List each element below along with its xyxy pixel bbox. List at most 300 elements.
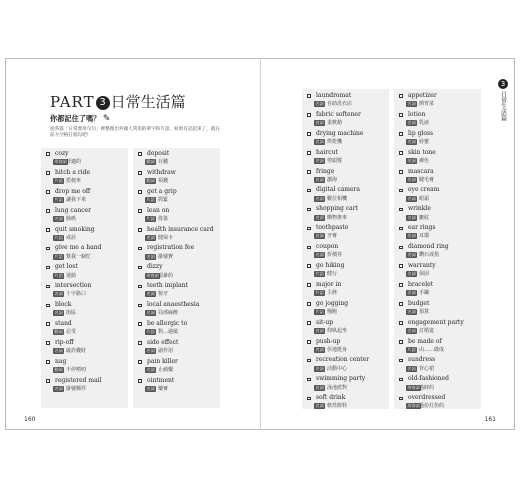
part-of-speech-tag: 名詞 [315, 403, 324, 409]
page-number-right: 161 [484, 416, 496, 423]
part-of-speech-tag: 片語 [407, 346, 416, 352]
vocab-term: warranty [408, 262, 436, 270]
vocab-meaning: 折價券 [327, 252, 343, 259]
vocab-list-col4 [399, 92, 479, 413]
part-of-speech-tag: 名詞 [315, 233, 324, 239]
part-of-speech-tag: 形容詞 [54, 159, 67, 165]
vocab-meaning: 主修 [327, 290, 338, 297]
checkbox[interactable] [46, 285, 50, 289]
vocab-item [46, 207, 126, 226]
vocab-meaning: 慢跑 [327, 308, 338, 315]
subheading [50, 114, 110, 124]
vocab-meaning: 敲詐錢財 [66, 348, 87, 355]
checkbox[interactable] [399, 94, 403, 98]
vocab-meaning: 肺癌 [66, 215, 77, 222]
checkbox[interactable] [138, 304, 142, 308]
vocab-meaning: 膚色 [419, 157, 430, 164]
vocab-item [399, 243, 479, 262]
vocab-term: overdressed [408, 394, 446, 402]
book-spread [5, 58, 515, 430]
vocab-item [399, 205, 479, 224]
checkbox[interactable] [307, 246, 311, 250]
checkbox[interactable] [399, 340, 403, 344]
part-of-speech-tag: 名詞 [146, 234, 155, 240]
vocab-meaning: 皺紋 [419, 214, 430, 221]
vocab-item [399, 375, 479, 394]
checkbox[interactable] [138, 152, 142, 156]
vocab-meaning: 藥膏 [158, 385, 169, 392]
vocab-item [307, 375, 387, 394]
vocab-meaning: 掛號郵件 [66, 385, 87, 392]
vocab-list-col1 [46, 150, 126, 396]
checkbox[interactable] [307, 378, 311, 382]
checkbox[interactable] [307, 283, 311, 287]
checkbox[interactable] [307, 208, 311, 212]
vocab-meaning: 瀏海 [327, 176, 338, 183]
checkbox[interactable] [307, 302, 311, 306]
vocab-item [46, 169, 126, 188]
vocab-item [138, 226, 218, 245]
vocab-meaning: 掛號費 [158, 253, 174, 260]
part-of-speech-tag: 片語 [54, 234, 63, 240]
vocab-item [307, 205, 387, 224]
section-title: 日常生活篇 [110, 93, 186, 111]
vocab-term: fabric softener [316, 110, 361, 118]
part-of-speech-tag: 名詞 [54, 310, 63, 316]
vocab-meaning: 舒適的 [66, 159, 82, 166]
vocab-meaning: 忍受 [66, 329, 77, 336]
vocab-meaning: 副作用 [158, 348, 174, 355]
vocab-item [399, 262, 479, 281]
checkbox[interactable] [46, 171, 50, 175]
part-of-speech-tag: 名詞 [315, 176, 324, 182]
vocab-meaning: 止痛藥 [158, 366, 174, 373]
vocab-term: side effect [147, 338, 179, 346]
checkbox[interactable] [46, 228, 50, 232]
vocab-item [46, 339, 126, 358]
part-number-badge: 3 [96, 96, 110, 110]
part-of-speech-tag: 名詞 [315, 384, 324, 390]
part-of-speech-tag: 名詞 [146, 253, 155, 259]
vocab-meaning: 乳液 [419, 120, 430, 127]
checkbox[interactable] [138, 228, 142, 232]
part-of-speech-tag: 名詞 [407, 365, 416, 371]
vocab-meaning: 迷路 [66, 272, 77, 279]
part-of-speech-tag: 片語 [54, 272, 63, 278]
vocab-term: rip-off [55, 338, 74, 346]
part-of-speech-tag: 名詞 [407, 120, 416, 126]
pencil-icon: ✎ [102, 114, 111, 124]
vocab-term: ointment [147, 376, 175, 384]
vocab-term: get a grip [147, 187, 177, 195]
vocab-item [46, 150, 126, 169]
vocab-meaning: 數位相機 [327, 195, 348, 202]
part-of-speech-tag: 名詞 [315, 327, 324, 333]
vocab-meaning: 不停嘮叨 [66, 366, 87, 373]
vocab-term: go jogging [316, 299, 349, 307]
vocab-term: drop me off [55, 187, 91, 195]
vocab-term: mascara [408, 167, 434, 175]
page-fold [260, 59, 261, 429]
checkbox[interactable] [399, 378, 403, 382]
vocab-meaning: 背心裙 [419, 365, 435, 372]
vocab-item [307, 168, 387, 187]
part-of-speech-tag: 片語 [315, 308, 324, 314]
vocab-list-col2 [138, 150, 218, 396]
vocab-term: bracelet [408, 280, 434, 288]
part-of-speech-tag: 名詞 [407, 233, 416, 239]
part-of-speech-tag: 片語 [146, 196, 155, 202]
vocab-meaning: 領錢 [158, 178, 169, 185]
part-of-speech-tag: 名詞 [407, 327, 416, 333]
vocab-item [399, 281, 479, 300]
vocab-term: sundress [408, 356, 436, 364]
part-of-speech-tag: 名詞 [146, 291, 155, 297]
checkbox[interactable] [138, 379, 142, 383]
chapter-side-tab [498, 79, 508, 121]
checkbox[interactable] [307, 321, 311, 325]
vocab-term: push-up [316, 337, 341, 345]
vocab-item [399, 356, 479, 375]
part-label: PART [50, 93, 95, 111]
vocab-meaning: 搭便車 [66, 178, 82, 185]
checkbox[interactable] [307, 397, 311, 401]
part-of-speech-tag: 片語 [54, 196, 63, 202]
vocab-term: get lost [55, 263, 78, 271]
vocab-term: registration fee [147, 244, 195, 252]
checkbox[interactable] [138, 322, 142, 326]
checkbox[interactable] [46, 209, 50, 213]
vocab-meaning: 局部麻醉 [158, 310, 179, 317]
intro-paragraph: 從各篇「日常實用句句」裡整理出外國人常用的單字和片語，如果有記起來了，就在前方空格打個勾吧！ [50, 127, 220, 139]
checkbox[interactable] [46, 379, 50, 383]
vocab-item [307, 300, 387, 319]
vocab-term: wrinkle [408, 205, 431, 213]
vocab-item [138, 301, 218, 320]
checkbox[interactable] [399, 132, 403, 136]
part-of-speech-tag: 形容詞 [407, 403, 420, 409]
checkbox[interactable] [307, 264, 311, 268]
vocab-term: give me a hand [55, 244, 102, 252]
vocab-meaning: 過時的 [419, 384, 435, 391]
checkbox[interactable] [138, 209, 142, 213]
vocab-item [307, 92, 387, 111]
vocab-meaning: 鑽石戒指 [419, 252, 440, 259]
vocab-term: local anaesthesia [147, 301, 200, 309]
vocab-meaning: 健行 [327, 271, 338, 278]
part-of-speech-tag: 名詞 [407, 290, 416, 296]
vocab-term: registered mail [55, 376, 102, 384]
vocab-term: sit-up [316, 318, 334, 326]
checkbox[interactable] [307, 340, 311, 344]
vocab-meaning: 剪頭髮 [327, 157, 343, 164]
vocab-term: fringe [316, 167, 335, 175]
vocab-meaning: 眼霜 [419, 195, 430, 202]
vocab-item [46, 377, 126, 396]
vocab-meaning: 柔軟精 [327, 120, 343, 127]
vocab-term: lung cancer [55, 206, 91, 214]
checkbox[interactable] [307, 359, 311, 363]
part-of-speech-tag: 名詞 [54, 215, 63, 221]
vocab-list-col3 [307, 92, 387, 413]
part-of-speech-tag: 形容詞 [146, 272, 159, 278]
vocab-meaning: 仰臥起坐 [327, 327, 348, 334]
vocab-item [138, 282, 218, 301]
checkbox[interactable] [399, 359, 403, 363]
vocab-item [307, 319, 387, 338]
vocab-meaning: 伏地挺身 [327, 346, 348, 353]
checkbox[interactable] [138, 190, 142, 194]
vocab-meaning: 存錢 [158, 159, 169, 166]
part-of-speech-tag: 名詞 [54, 291, 63, 297]
vocab-item [46, 358, 126, 377]
vocab-item [138, 339, 218, 358]
vocab-term: intersection [55, 282, 92, 290]
part-of-speech-tag: 動詞 [54, 329, 63, 335]
checkbox[interactable] [46, 266, 50, 270]
checkbox[interactable] [307, 227, 311, 231]
vocab-term: major in [316, 280, 342, 288]
vocab-term: appetizer [408, 92, 437, 99]
part-of-speech-tag: 名詞 [315, 101, 324, 107]
vocab-meaning: 倚靠 [158, 215, 169, 222]
vocab-meaning: 植牙 [158, 291, 169, 298]
vocab-term: drying machine [316, 129, 364, 137]
vocab-item [307, 338, 387, 357]
checkbox[interactable] [138, 247, 142, 251]
checkbox[interactable] [138, 360, 142, 364]
vocab-item [399, 149, 479, 168]
vocab-term: toothpaste [316, 224, 349, 232]
part-of-speech-tag: 名詞 [407, 252, 416, 258]
checkbox[interactable] [399, 264, 403, 268]
checkbox[interactable] [307, 170, 311, 174]
vocab-meaning: 街區 [66, 310, 77, 317]
part-of-speech-tag: 名詞 [407, 157, 416, 163]
chapter-side-label: 日常生活篇 [499, 91, 507, 121]
part-of-speech-tag: 名詞 [315, 138, 324, 144]
vocab-term: diamond ring [408, 243, 449, 251]
vocab-term: eye cream [408, 186, 440, 194]
vocab-item [307, 356, 387, 375]
part-of-speech-tag: 名詞 [407, 195, 416, 201]
vocab-meaning: 對…過敏 [158, 329, 179, 336]
checkbox[interactable] [46, 247, 50, 251]
vocab-meaning: 烘乾機 [327, 138, 343, 145]
vocab-item [138, 169, 218, 188]
checkbox[interactable] [399, 397, 403, 401]
vocab-item [399, 168, 479, 187]
part-of-speech-tag: 名詞 [315, 346, 324, 352]
vocab-meaning: 開胃菜 [419, 101, 435, 108]
vocab-meaning: 十字路口 [66, 291, 87, 298]
vocab-term: lean on [147, 206, 170, 214]
checkbox[interactable] [399, 189, 403, 193]
vocab-term: ear rings [408, 224, 436, 232]
vocab-term: cozy [55, 150, 69, 157]
vocab-term: pain killer [147, 357, 178, 365]
page-title [50, 91, 186, 112]
vocab-item [138, 150, 218, 169]
vocab-item [138, 377, 218, 396]
vocab-item [307, 394, 387, 413]
vocab-term: teeth implant [147, 282, 188, 290]
vocab-item [399, 224, 479, 243]
checkbox[interactable] [138, 266, 142, 270]
vocab-item [307, 186, 387, 205]
chapter-number-badge: 3 [498, 79, 508, 89]
vocab-item [138, 244, 218, 263]
vocab-term: skin tone [408, 148, 436, 156]
checkbox[interactable] [307, 189, 311, 193]
checkbox[interactable] [399, 321, 403, 325]
vocab-term: old-fashioned [408, 375, 449, 383]
vocab-meaning: 自助洗衣店 [327, 101, 353, 108]
vocab-item [46, 282, 126, 301]
part-of-speech-tag: 名詞 [146, 348, 155, 354]
vocab-item [138, 207, 218, 226]
checkbox[interactable] [399, 151, 403, 155]
part-of-speech-tag: 片語 [54, 178, 63, 184]
vocab-meaning: 抓緊 [158, 196, 169, 203]
checkbox[interactable] [138, 171, 142, 175]
part-of-speech-tag: 名詞 [315, 195, 324, 201]
vocab-term: engagement party [408, 318, 464, 326]
vocab-meaning: 軟性飲料 [327, 403, 348, 410]
checkbox[interactable] [307, 151, 311, 155]
part-of-speech-tag: 名詞 [315, 157, 324, 163]
vocab-item [46, 226, 126, 245]
vocab-term: coupon [316, 243, 339, 251]
vocab-meaning: 健保卡 [158, 234, 174, 241]
part-of-speech-tag: 名詞 [54, 348, 63, 354]
vocab-item [46, 320, 126, 339]
vocab-meaning: 訂婚宴 [419, 327, 435, 334]
checkbox[interactable] [46, 360, 50, 364]
checkbox[interactable] [46, 341, 50, 345]
vocab-item [307, 243, 387, 262]
part-of-speech-tag: 片語 [54, 253, 63, 259]
checkbox[interactable] [399, 227, 403, 231]
vocab-item [46, 301, 126, 320]
checkbox[interactable] [399, 246, 403, 250]
vocab-term: soft drink [316, 394, 346, 402]
checkbox[interactable] [307, 132, 311, 136]
vocab-meaning: 耳環 [419, 233, 430, 240]
part-of-speech-tag: 名詞 [407, 101, 416, 107]
vocab-item [138, 358, 218, 377]
vocab-meaning: 保固 [419, 271, 430, 278]
vocab-term: shopping cart [316, 205, 358, 213]
vocab-term: block [55, 301, 72, 309]
vocab-term: hitch a ride [55, 168, 90, 176]
checkbox[interactable] [138, 285, 142, 289]
vocab-term: health insurance card [147, 225, 214, 233]
vocab-item [138, 188, 218, 207]
part-of-speech-tag: 片語 [315, 271, 324, 277]
part-of-speech-tag: 名詞 [407, 214, 416, 220]
vocab-meaning: 讓我下車 [66, 196, 87, 203]
vocab-item [399, 319, 479, 338]
checkbox[interactable] [138, 341, 142, 345]
vocab-term: withdraw [147, 168, 176, 176]
part-of-speech-tag: 名詞 [146, 310, 155, 316]
checkbox[interactable] [307, 94, 311, 98]
vocab-meaning: 泳池派對 [327, 384, 348, 391]
vocab-item [46, 244, 126, 263]
vocab-meaning: 活動中心 [327, 365, 348, 372]
vocab-term: dizzy [147, 263, 163, 271]
vocab-meaning: 戒菸 [66, 234, 77, 241]
vocab-term: budget [408, 299, 430, 307]
part-of-speech-tag: 名詞 [315, 214, 324, 220]
checkbox[interactable] [46, 152, 50, 156]
checkbox[interactable] [46, 304, 50, 308]
checkbox[interactable] [399, 302, 403, 306]
vocab-item [399, 92, 479, 111]
vocab-term: be made of [408, 337, 442, 345]
checkbox[interactable] [307, 113, 311, 117]
vocab-meaning: 購物推車 [327, 214, 348, 221]
vocab-meaning: 睫毛膏 [419, 176, 435, 183]
page-number-left: 160 [24, 416, 36, 423]
vocab-item [307, 262, 387, 281]
vocab-item [307, 111, 387, 130]
part-of-speech-tag: 名詞 [407, 176, 416, 182]
checkbox[interactable] [399, 170, 403, 174]
vocab-item [46, 188, 126, 207]
checkbox[interactable] [399, 283, 403, 287]
part-of-speech-tag: 名詞 [146, 385, 155, 391]
vocab-item [399, 300, 479, 319]
vocab-item [307, 224, 387, 243]
vocab-term: be allergic to [147, 320, 188, 328]
checkbox[interactable] [399, 113, 403, 117]
vocab-term: quit smoking [55, 225, 95, 233]
part-of-speech-tag: 名詞 [146, 366, 155, 372]
part-of-speech-tag: 名詞 [315, 120, 324, 126]
vocab-item [307, 149, 387, 168]
subheading-text: 你都記住了嗎？ [50, 114, 101, 123]
part-of-speech-tag: 名詞 [315, 252, 324, 258]
vocab-meaning: 手鐲 [419, 290, 430, 297]
vocab-term: digital camera [316, 186, 360, 194]
vocab-item [138, 263, 218, 282]
vocab-item [399, 186, 479, 205]
part-of-speech-tag: 動詞 [146, 159, 155, 165]
part-of-speech-tag: 片語 [146, 329, 155, 335]
vocab-meaning: 幫我一個忙 [66, 253, 92, 260]
vocab-item [399, 111, 479, 130]
vocab-meaning: 預算 [419, 308, 430, 315]
part-of-speech-tag: 形容詞 [407, 384, 420, 390]
part-of-speech-tag: 動詞 [146, 178, 155, 184]
vocab-meaning: 由……做成 [419, 346, 445, 353]
checkbox[interactable] [46, 322, 50, 326]
part-of-speech-tag: 動詞 [54, 366, 63, 372]
vocab-meaning: 唇蜜 [419, 138, 430, 145]
vocab-meaning: 牙膏 [327, 233, 338, 240]
checkbox[interactable] [46, 190, 50, 194]
part-of-speech-tag: 片語 [315, 290, 324, 296]
part-of-speech-tag: 片語 [146, 215, 155, 221]
vocab-item [307, 130, 387, 149]
part-of-speech-tag: 名詞 [407, 138, 416, 144]
vocab-item [46, 263, 126, 282]
part-of-speech-tag: 名詞 [54, 385, 63, 391]
part-of-speech-tag: 名詞 [407, 308, 416, 314]
checkbox[interactable] [399, 208, 403, 212]
